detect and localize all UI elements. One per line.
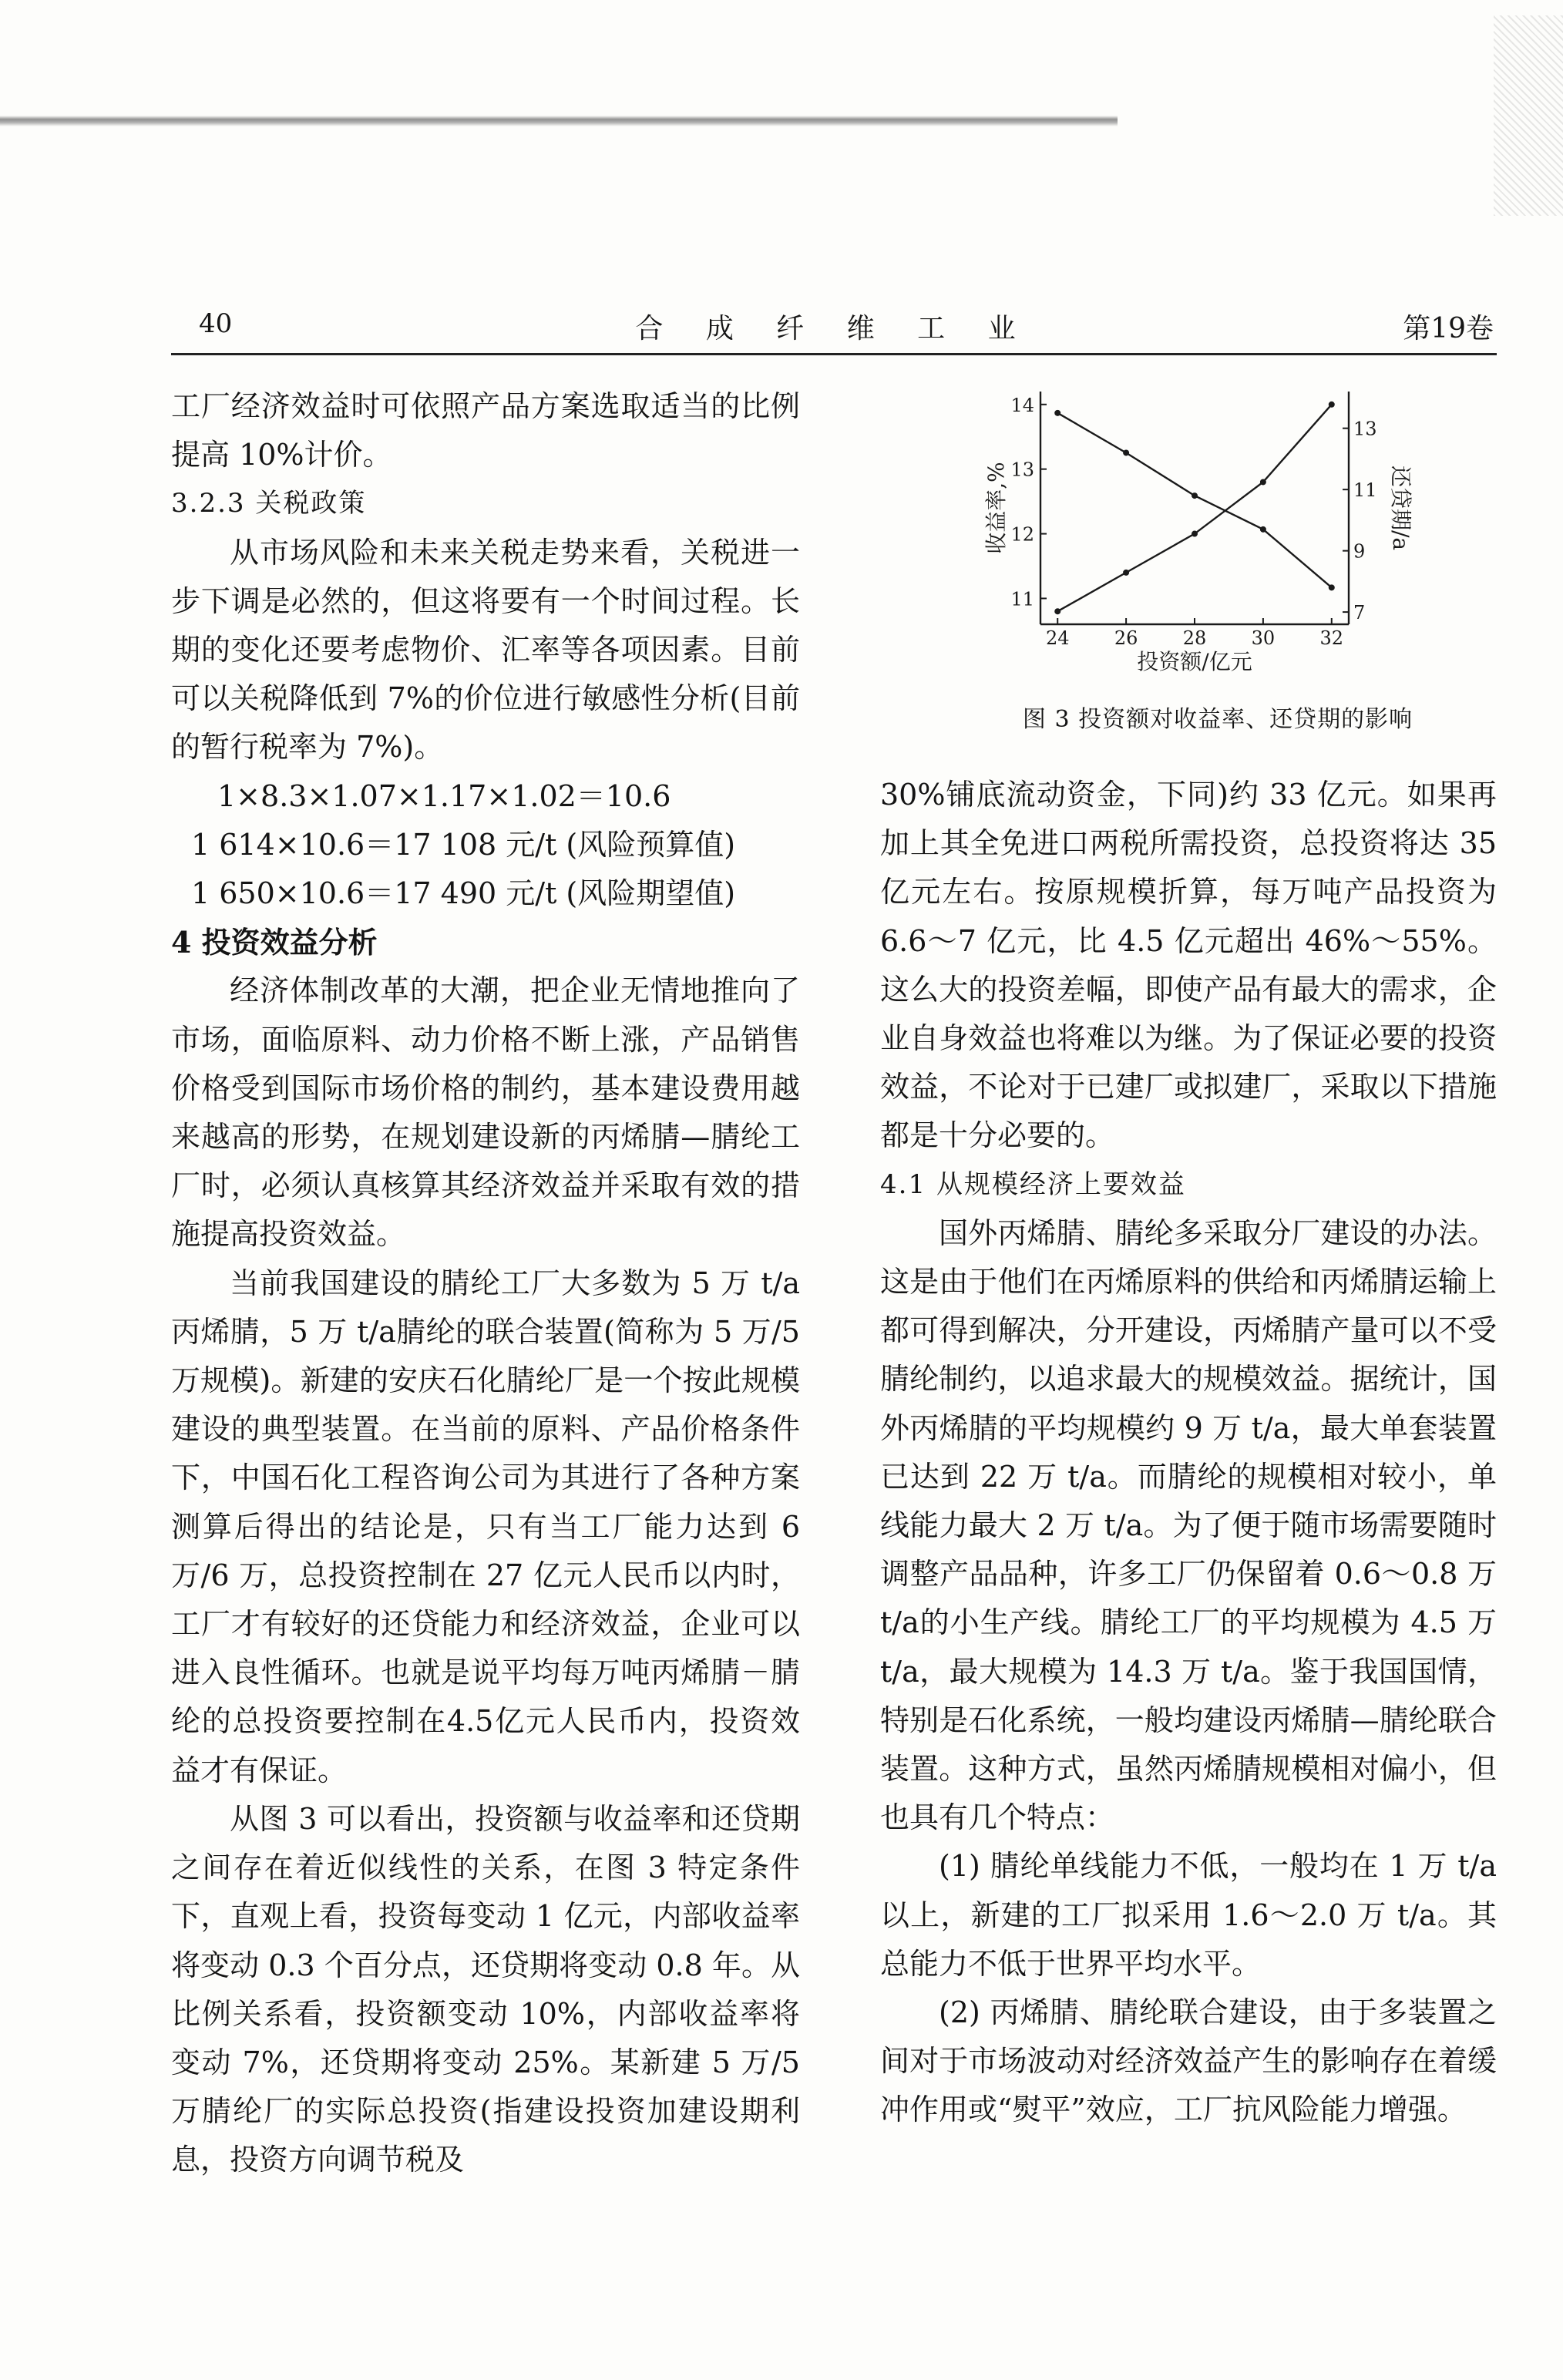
paragraph: 当前我国建设的腈纶工厂大多数为 5 万 t/a丙烯腈，5 万 t/a腈纶的联合装置(简称为 5 万/5 万规模)。新建的安庆石化腈纶厂是一个按此规模建设的典型装置。在当前的原料、产品价格条件下，中国石化工程咨询公司为其进行了各种方案测算后得出的结论是，只有当工厂能力达到 6 万/6 万，总投资控制在 27 亿元人民币以内时，工厂才有较好的还贷能力和经济效益，企业可以进入良性循环。也就是说平均每万吨丙烯腈－腈纶的总投资要控制在4.5亿元人民币内，投资效益才有保证。 xyxy=(171,1266,800,1787)
paragraph: 从图 3 可以看出，投资额与收益率和还贷期之间存在着近似线性的关系，在图 3 特定条件下，直观上看，投资每变动 1 亿元，内部收益率将变动 0.3 个百分点，还贷期将变动 0.8 年。从比例关系看，投资额变动 10%，内部收益率将变动 7%，还贷期将变动 25%。某新建 5 万/5 万腈纶厂的实际总投资(指建设投资加建设期利息，投资方向调节税及 xyxy=(171,1801,800,2177)
left-column xyxy=(171,382,800,2185)
journal-title: 合 成 纤 维 工 业 xyxy=(635,313,1033,345)
paragraph: 工厂经济效益时可依照产品方案选取适当的比例提高 10%计价。 xyxy=(171,389,800,472)
paragraph: 30%铺底流动资金，下同)约 33 亿元。如果再加上其全免进口两税所需投资，总投资将达 35 亿元左右。按原规模折算，每万吨产品投资为 6.6～7 亿元，比 4.5 亿元超出 46%～55%。这么大的投资差幅，即使产品有最大的需求，企业自身效益也将难以为继。为了保证必要的投资效益，不论对于已建厂或拟建厂，采取以下措施都是十分必要的。 xyxy=(880,778,1497,1153)
series-point-0 xyxy=(1329,584,1335,590)
x-axis-label: 投资额/亿元 xyxy=(1137,649,1252,674)
subsection-heading: 4.1 从规模经济上要效益 xyxy=(880,1168,1186,1200)
paragraph: (2) 丙烯腈、腈纶联合建设，由于多装置之间对于市场波动对经济效益产生的影响存在着缓冲作用或“熨平”效应，工厂抗风险能力增强。 xyxy=(880,1995,1497,2127)
paragraph: 从市场风险和未来关税走势来看，关税进一步下调是必然的，但这将要有一个时间过程。长期的变化还要考虑物价、汇率等各项因素。目前可以关税降低到 7%的价位进行敏感性分析(目前的暂行税率为 7%)。 xyxy=(171,535,800,765)
y2-tick-label: 9 xyxy=(1353,540,1366,563)
scan-speckle xyxy=(1494,15,1563,216)
paragraph: 经济体制改革的大潮，把企业无情地推向了市场，面临原料、动力价格不断上涨，产品销售价格受到国际市场价格的制约，基本建设费用越来越高的形势，在规划建设新的丙烯腈—腈纶工厂时，必须认真核算其经济效益并采取有效的措施提高投资效益。 xyxy=(171,973,800,1252)
paragraph: 国外丙烯腈、腈纶多采取分厂建设的办法。这是由于他们在丙烯原料的供给和丙烯腈运输上都可得到解决，分开建设，丙烯腈产量可以不受腈纶制约，以追求最大的规模效益。据统计，国外丙烯腈的平均规模约 9 万 t/a，最大单套装置已达到 22 万 t/a。而腈纶的规模相对较小，单线能力最大 2 万 t/a。为了便于随市场需要随时调整产品品种，许多工厂仍保留着 0.6～0.8 万 t/a的小生产线。腈纶工厂的平均规模为 4.5 万 t/a，最大规模为 14.3 万 t/a。鉴于我国国情，特别是石化系统，一般均建设丙烯腈—腈纶联合装置。这种方式，虽然丙烯腈规模相对偏小，但也具有几个特点： xyxy=(880,1215,1497,1835)
x-tick-label: 30 xyxy=(1251,627,1276,649)
y2-axis-label: 还贷期/a xyxy=(1388,465,1413,551)
y-axis-label: 收益率,% xyxy=(983,462,1009,554)
series-point-1 xyxy=(1054,608,1060,614)
y-tick-label: 12 xyxy=(1010,523,1034,546)
chart-investment-effect xyxy=(886,375,1495,698)
paragraph: (1) 腈纶单线能力不低，一般均在 1 万 t/a以上，新建的工厂拟采用 1.6～2.0 万 t/a。其总能力不低于世界平均水平。 xyxy=(880,1849,1497,1981)
series-point-0 xyxy=(1192,492,1198,499)
x-tick-label: 26 xyxy=(1114,627,1138,649)
series-point-1 xyxy=(1260,479,1266,485)
series-point-0 xyxy=(1054,410,1060,416)
subsection-heading: 3.2.3 关税政策 xyxy=(171,488,367,519)
y2-tick-label: 13 xyxy=(1353,418,1377,440)
figure-3 xyxy=(886,375,1495,737)
series-point-0 xyxy=(1123,449,1129,455)
series-point-0 xyxy=(1260,526,1266,533)
series-point-1 xyxy=(1192,531,1198,537)
page-number: 40 xyxy=(199,308,233,339)
right-column xyxy=(880,771,1497,2135)
section-heading: 4 投资效益分析 xyxy=(171,925,378,960)
volume-label: 第19卷 xyxy=(1403,313,1494,345)
equation: 1 614×10.6＝17 108 元/t (风险预算值) xyxy=(191,827,736,862)
series-line-1 xyxy=(1057,405,1332,611)
x-tick-label: 24 xyxy=(1045,627,1070,649)
equation: 1 650×10.6＝17 490 元/t (风险期望值) xyxy=(191,876,736,911)
y2-tick-label: 11 xyxy=(1353,479,1377,502)
x-tick-label: 28 xyxy=(1182,627,1207,649)
y-tick-label: 13 xyxy=(1010,459,1034,481)
y2-tick-label: 7 xyxy=(1353,602,1366,624)
x-tick-label: 32 xyxy=(1319,627,1344,649)
figure-caption: 图 3 投资额对收益率、还贷期的影响 xyxy=(1022,706,1413,733)
scan-artifact-line xyxy=(0,116,1118,128)
equation: 1×8.3×1.07×1.17×1.02＝10.6 xyxy=(217,778,671,813)
series-point-1 xyxy=(1123,570,1129,576)
y-tick-label: 14 xyxy=(1010,394,1034,416)
page-header xyxy=(171,302,1497,355)
y-tick-label: 11 xyxy=(1010,588,1034,610)
series-line-0 xyxy=(1057,413,1332,588)
series-point-1 xyxy=(1329,402,1335,408)
